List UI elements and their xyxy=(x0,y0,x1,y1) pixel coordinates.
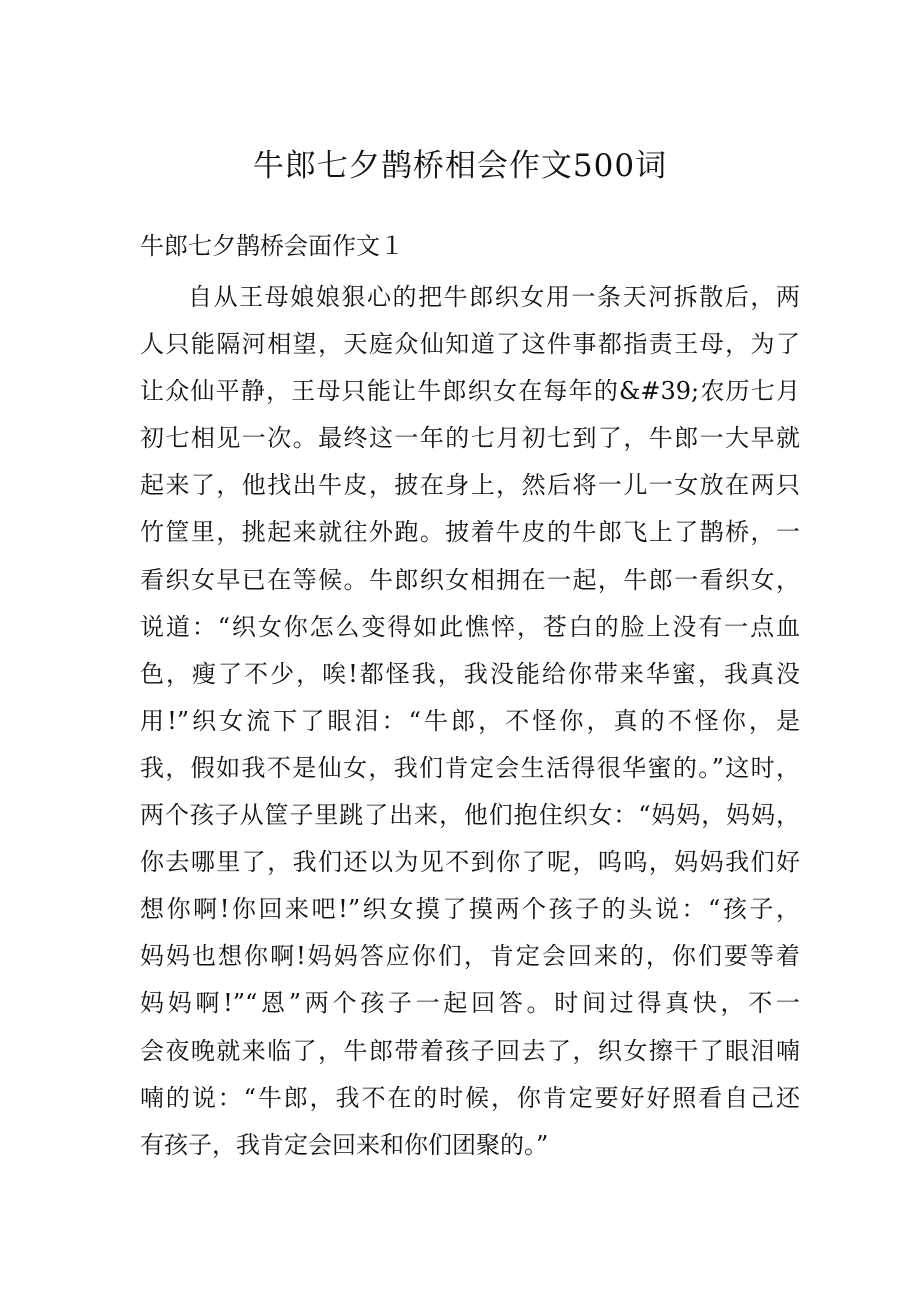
text-line: 两个孩子从筐子里跳了出来，他们抱住织女：“妈妈，妈妈， xyxy=(140,801,800,830)
section-heading: 牛郎七夕鹊桥会面作文１ xyxy=(140,232,404,260)
text-line: 看织女早已在等候。牛郎织女相拥在一起，牛郎一看织女， xyxy=(140,565,800,594)
text-line: 妈妈也想你啊!妈妈答应你们，肯定会回来的，你们要等着 xyxy=(140,942,800,971)
text-line: 自从王母娘娘狠心的把牛郎织女用一条天河拆散后，两 xyxy=(188,283,800,311)
essay-body xyxy=(140,274,800,1169)
text-line: 我，假如我不是仙女，我们肯定会生活得很华蜜的。”这时， xyxy=(140,753,800,782)
document-title: 牛郎七夕鹊桥相会作文500词 xyxy=(252,148,668,184)
text-line: 人只能隔河相望，天庭众仙知道了这件事都指责王母，为了 xyxy=(140,330,800,359)
text-line: 有孩子，我肯定会回来和你们团聚的。” xyxy=(140,1130,549,1159)
text-line: 你去哪里了，我们还以为见不到你了呢，呜呜，妈妈我们好 xyxy=(140,848,800,877)
text-line: 说道：“织女你怎么变得如此憔悴，苍白的脸上没有一点血 xyxy=(140,612,800,641)
text-line: 色，瘦了不少，唉!都怪我，我没能给你带来华蜜，我真没 xyxy=(140,659,800,688)
text-line: 想你啊!你回来吧!”织女摸了摸两个孩子的头说：“孩子， xyxy=(140,895,800,924)
text-line: 竹筐里，挑起来就往外跑。披着牛皮的牛郎飞上了鹊桥，一 xyxy=(140,518,800,547)
text-line: 妈妈啊!”“恩”两个孩子一起回答。时间过得真快，不一 xyxy=(140,989,800,1018)
text-line: 起来了，他找出牛皮，披在身上，然后将一儿一女放在两只 xyxy=(140,471,800,500)
text-line: 会夜晚就来临了，牛郎带着孩子回去了，织女擦干了眼泪喃 xyxy=(140,1036,800,1065)
text-line: 用!”织女流下了眼泪：“牛郎，不怪你，真的不怪你，是 xyxy=(140,706,800,735)
text-line: 初七相见一次。最终这一年的七月初七到了，牛郎一大早就 xyxy=(140,424,800,453)
text-line: 喃的说：“牛郎，我不在的时候，你肯定要好好照看自己还 xyxy=(140,1083,800,1112)
text-line: 让众仙平静，王母只能让牛郎织女在每年的&#39;农历七月 xyxy=(140,377,800,406)
